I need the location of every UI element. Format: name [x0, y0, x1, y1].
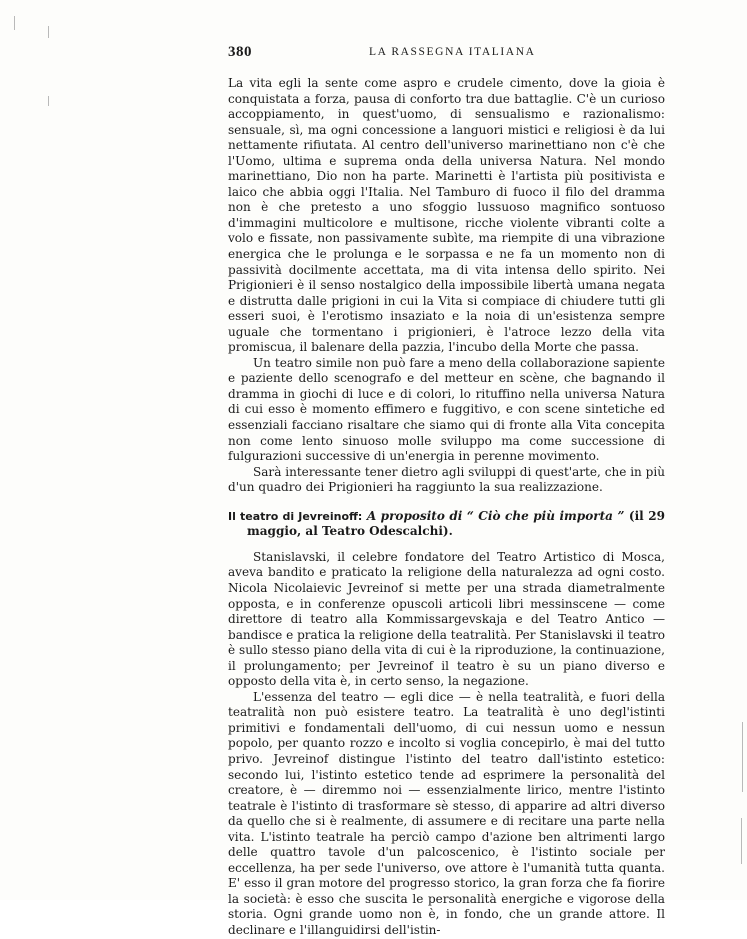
- page-number: 380: [228, 44, 252, 60]
- body-paragraph: L'essenza del teatro — egli dice — è nella teatralità, e fuori della teatralità non può esistere teatro. La teatralità è uno degl'istinti primitivi e fondamentali dell'uomo, di cui nessun uomo e nessun popolo, per quanto rozzo e incolto si voglia concepirlo, è mai del tutto privo. Jevreinof distingue l'istinto del teatro dall'istinto estetico: secondo lui, l'istinto estetico tende ad esprimere la personalità del creatore, è — diremmo noi — essenzialmente lirico, mentre l'istinto teatrale è l'istinto di trasformare sè stesso, di apparire ad altri diverso da quello che si è realmente, di assumere e di recitare una parte nella vita. L'istinto teatrale ha perciò campo d'azione ben altrimenti largo delle quattro tavole d'un palcoscenico, è l'istinto sociale per eccellenza, ha per sede l'universo, ove attore è l'umanità tutta quanta. E' esso il gran motore del progresso storico, la gran forza che fa fiorire la società: è esso che suscita le personalità energiche e vigorose della storia. Ogni grande uomo non è, in fondo, che un grande attore. Il declinare e l'illanguidirsi dell'istin-: [228, 689, 665, 937]
- scan-margin-mark: [14, 16, 15, 30]
- body-paragraph: La vita egli la sente come aspro e crudele cimento, dove la gioia è conquistata a forza, pausa di conforto tra due battaglie. C'è un curioso accoppiamento, in quest'uomo, di sensualismo e razionalismo: sensuale, sì, ma ogni concessione a languori mistici e religiosi è da lui nettamente rifiutata. Al centro dell'universo marinettiano non c'è che l'Uomo, ultima e suprema onda della universa Natura. Nel mondo marinettiano, Dio non ha parte. Marinetti è l'artista più positivista e laico che abbia oggi l'Italia. Nel Tamburo di fuoco il filo del dramma non è che pretesto a uno sfoggio lussuoso magnifico sontuoso d'immagini multicolore e multisone, ricche violente vibranti colte a volo e fissate, non passivamente subìte, ma riempite di una vibrazione energica che le prolunga e le sorpassa e ne fa un momento non di passività docilmente accettata, ma di vita intensa dello spirito. Nei Prigionieri è il senso nostalgico della impossibile libertà umana negata e distrutta dalle prigioni in cui la Vita si compiace di chiudere tutti gli esseri suoi, è l'erotismo insaziato e la noia di un'esistenza sempre uguale che tormentano i prigionieri, è l'atroce lezzo della vita promiscua, il balenare della pazzia, l'incubo della Morte che passa.: [228, 76, 665, 355]
- scan-margin-mark: [742, 722, 743, 792]
- section-gap: [228, 496, 665, 509]
- section-heading-note: (il 29 maggio, al Teatro Odescalchi).: [247, 508, 665, 539]
- page-header: [228, 44, 665, 64]
- scan-margin-mark: [48, 26, 49, 38]
- page-body: [228, 76, 665, 939]
- scan-margin-mark: [741, 818, 742, 864]
- body-paragraph: Stanislavski, il celebre fondatore del Teatro Artistico di Mosca, aveva bandito e praticato la religione della naturalezza ad ogni costo. Nicola Nicolaievic Jevreinof si mette per una strada diametralmente opposta, e in conferenze opuscoli articoli libri messinscene — come direttore di teatro alla Kommissargevskaja e del Teatro Antico — bandisce e pratica la religione della teatralità. Per Stanislavski il teatro è sullo stesso piano della vita di cui è la riproduzione, la continuazione, il prolungamento; per Jevreinof il teatro è su un piano diverso e opposto della vita è, in certo senso, la negazione.: [228, 549, 665, 689]
- running-head: LA RASSEGNA ITALIANA: [369, 46, 536, 58]
- section-heading-work: “ Ciò che più importa ”: [466, 508, 625, 523]
- section-heading-title: Il teatro di Jevreinoff:: [228, 509, 363, 523]
- section-gap: [228, 540, 665, 550]
- body-paragraph: Un teatro simile non può fare a meno della collaborazione sapiente e paziente dello scenografo e del metteur en scène, che bagnando il dramma in giochi di luce e di colori, lo rituffino nella universa Natura di cui esso è momento effimero e fuggitivo, e con scene sintetiche ed essenziali facciano risaltare che siamo qui di fronte alla Vita concepita non come lento sinuoso molle sviluppo ma come successione di fulgurazioni successive di un'energia in perenne movimento.: [228, 355, 665, 464]
- body-paragraph: Sarà interessante tener dietro agli sviluppi di quest'arte, che in più d'un quadro dei Prigionieri ha raggiunto la sua realizzazione.: [228, 464, 665, 495]
- section-heading-prefix: A proposito di: [362, 508, 467, 523]
- section-heading: [228, 509, 665, 540]
- scan-margin-mark: [48, 96, 49, 106]
